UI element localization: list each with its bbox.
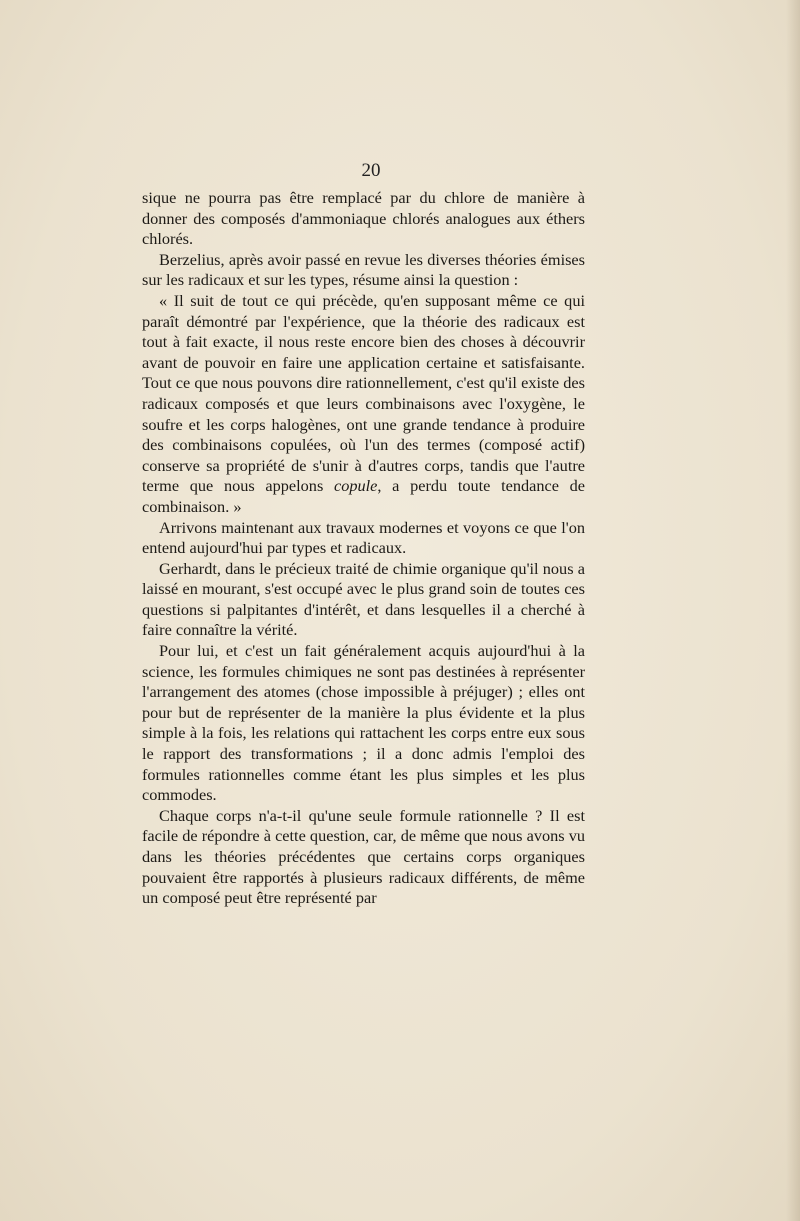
quotation-emphasis: copule [333, 476, 378, 496]
quotation-text-after: , a perdu toute tendance de combinaison. » [142, 476, 585, 516]
paragraph-modern-works: Arrivons maintenant aux travaux modernes et voyons ce que l'on entend aujourd'hui par types et radicaux. [142, 517, 585, 558]
paragraph-formulas: Pour lui, et c'est un fait généralement acquis aujourd'hui à la science, les formules chimiques ne sont pas destinées à représenter l'arrangement des atomes (chose impossible à préjuger) ; elles ont pour but de représenter de la manière la plus évidente et la plus simple à la fois, les relations qui rattachent les corps entre eux sous le rapport des transformations ; il a donc admis l'emploi des formules rationnelles comme étant les plus simples et les plus commodes. [142, 641, 585, 805]
paragraph-gerhardt: Gerhardt, dans le précieux traité de chimie organique qu'il nous a laissé en mourant, s'est occupé avec le plus grand soin de toutes ces questions si palpitantes d'intérêt, et dans lesquelles il a cherché à faire connaître la vérité. [142, 558, 585, 640]
body-text [142, 188, 585, 909]
paragraph-berzelius: Berzelius, après avoir passé en revue les diverses théories émises sur les radicaux et sur les types, résume ainsi la question : [142, 249, 585, 290]
page-number: 20 [361, 160, 381, 181]
paragraph-quotation [142, 291, 585, 518]
paragraph-rational-formula: Chaque corps n'a-t-il qu'une seule formule rationnelle ? Il est facile de répondre à cette question, car, de même que nous avons vu dans les théories précédentes que certains corps organiques pouvaient être rapportés à plusieurs radicaux différents, de même un composé peut être représenté par [142, 805, 585, 908]
quotation-text-before: « Il suit de tout ce qui précède, qu'en supposant même ce qui paraît démontré par l'expérience, que la théorie des radicaux est tout à fait exacte, il nous reste encore bien des choses à découvrir avant de pouvoir en faire une application certaine et satisfaisante. Tout ce que nous pouvons dire rationnellement, c'est qu'il existe des radicaux composés et que leurs combinaisons avec l'oxygène, le soufre et les corps halogènes, ont une grande tendance à produire des combinaisons copulées, où l'un des termes (composé actif) conserve sa propriété de s'unir à d'autres corps, tandis que l'autre terme que nous appelons [142, 290, 585, 496]
page-edge-shadow [786, 0, 800, 1221]
paragraph-continuation: sique ne pourra pas être remplacé par du chlore de manière à donner des composés d'ammoniaque chlorés analogues aux éthers chlorés. [142, 188, 585, 249]
